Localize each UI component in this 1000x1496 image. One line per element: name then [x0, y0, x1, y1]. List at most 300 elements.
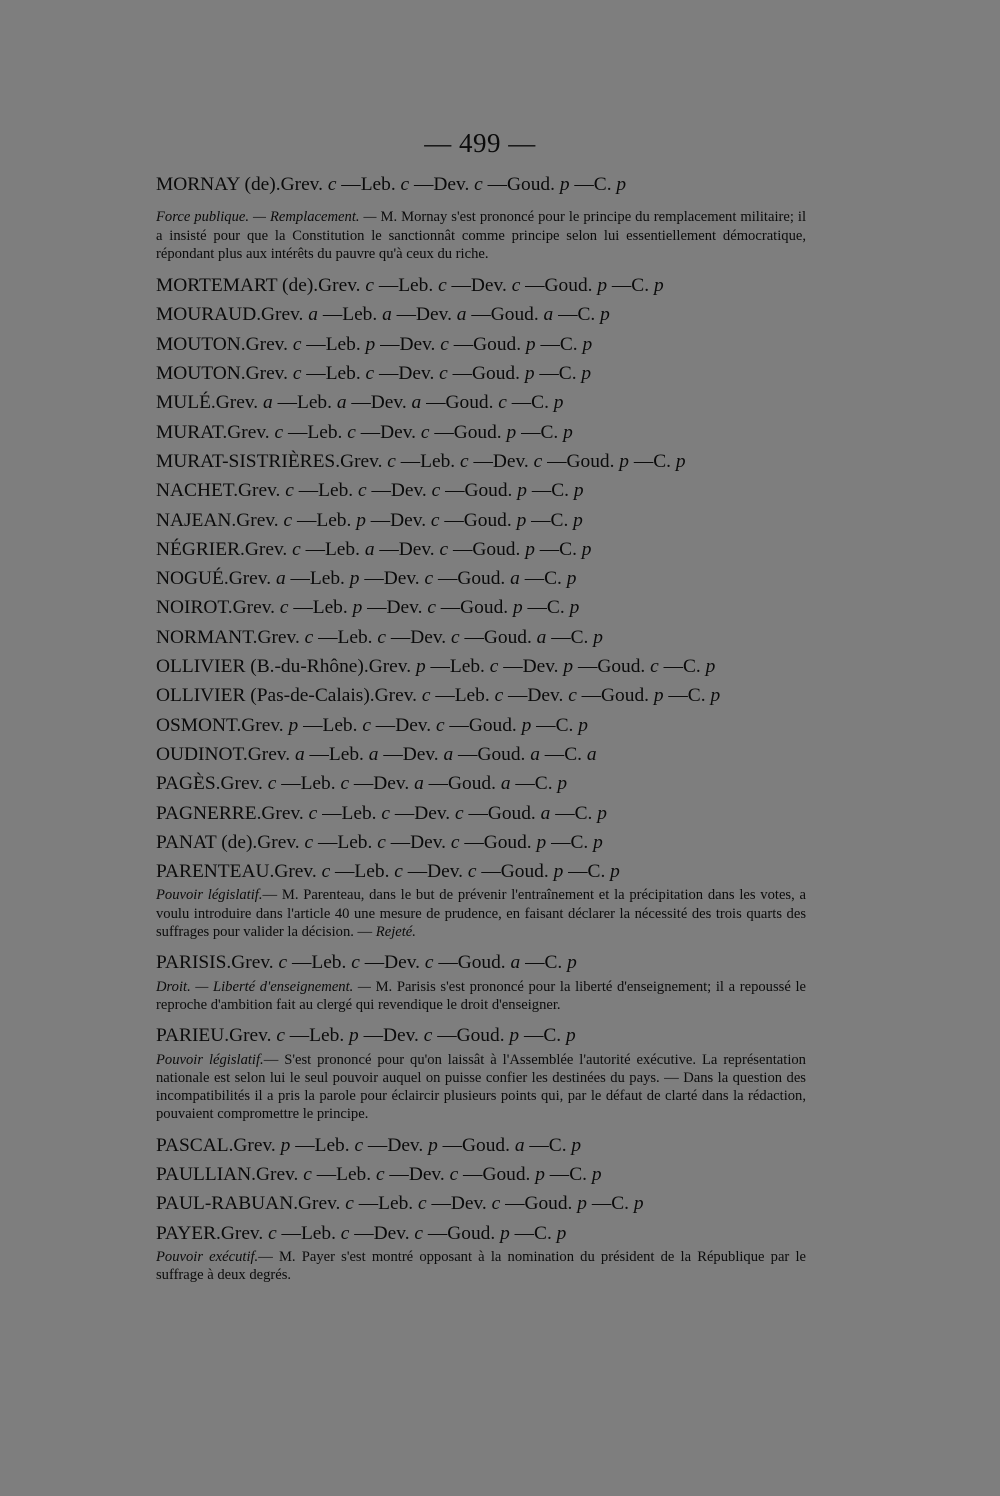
note-text: M. Parisis s'est prononcé pour la liberté d'enseignement; il a repoussé le reproche d'ambition fait au clergé qui revendique le droit d'enseigner. — [156, 978, 806, 1013]
deputy-entry: MORTEMART (de).Grev. c —Leb. c —Dev. c —Goud. p —C. p — [156, 275, 664, 297]
vote-label: C. — [564, 743, 582, 765]
vote-value: c — [351, 952, 360, 974]
deputy-entry: PAGÈS.Grev. c —Leb. c —Dev. a —Goud. a —C. p — [156, 773, 568, 795]
vote-value: c — [449, 1163, 459, 1185]
deputy-name: NORMANT. — [156, 626, 258, 648]
vote-value: p — [557, 773, 568, 795]
vote-label: Dev. — [373, 1222, 410, 1244]
vote-label: Leb. — [325, 333, 361, 355]
vote-value: c — [362, 714, 371, 736]
vote-value: c — [340, 1222, 350, 1244]
deputy-entry: MULÉ.Grev. a —Leb. a —Dev. a —Goud. c —C. p — [156, 392, 564, 414]
vote-value: c — [340, 773, 350, 795]
vote-value: c — [420, 421, 430, 443]
vote-value: p — [578, 714, 588, 736]
vote-label: Dev. — [380, 421, 416, 443]
vote-value: c — [421, 685, 431, 707]
vote-value: c — [304, 626, 314, 648]
vote-label: Leb. — [342, 304, 378, 326]
vote-value: a — [540, 802, 551, 824]
deputy-entry: PAGNERRE.Grev. c —Leb. c —Dev. c —Goud. a —C. p — [156, 802, 607, 824]
vote-label: Leb. — [311, 952, 347, 974]
vote-value: p — [349, 1025, 359, 1047]
vote-label: C. — [577, 304, 596, 326]
vote-value: c — [424, 952, 434, 974]
vote-value: c — [400, 174, 410, 195]
vote-value: c — [511, 275, 521, 297]
vote-value: p — [535, 1163, 545, 1185]
vote-value: a — [500, 773, 511, 795]
vote-label: Leb. — [324, 538, 360, 560]
vote-value: c — [267, 773, 277, 795]
vote-label: C. — [548, 1134, 567, 1156]
vote-label: C. — [574, 802, 593, 824]
deputy-entry: MOUTON.Grev. c —Leb. p —Dev. c —Goud. p —C. p — [156, 333, 593, 355]
deputy-name: PAGÈS. — [156, 773, 221, 795]
deputy-entry: PARENTEAU.Grev. c —Leb. c —Dev. c —Goud. p —C. p — [156, 861, 620, 883]
vote-label: Goud. — [448, 773, 496, 795]
vote-label: C. — [551, 480, 569, 502]
vote-label: C. — [682, 656, 701, 678]
deputy-entry: MOUTON.Grev. c —Leb. c —Dev. c —Goud. p —C. p — [156, 363, 592, 385]
deputy-name: NOGUÉ. — [156, 568, 229, 590]
vote-label: C. — [544, 568, 562, 590]
vote-label: Goud. — [482, 1163, 531, 1185]
vote-label: Goud. — [566, 450, 615, 472]
vote-label: Dev. — [382, 1025, 419, 1047]
vote-value: p — [536, 831, 547, 853]
note-heading: Pouvoir exécutif. — [156, 1248, 259, 1265]
vote-label: Goud. — [472, 538, 521, 560]
vote-value: c — [285, 480, 294, 502]
deputy-name: NÉGRIER. — [156, 538, 245, 560]
vote-value: c — [308, 802, 318, 824]
deputy-name: OLLIVIER (Pas-de-Calais). — [156, 685, 375, 707]
vote-value: c — [268, 1222, 277, 1244]
vote-label: Leb. — [316, 509, 352, 531]
vote-label: C. — [540, 421, 559, 443]
vote-value: p — [633, 1193, 644, 1215]
vote-value: c — [345, 1193, 354, 1215]
vote-value: a — [308, 304, 318, 326]
deputy-vote-list — [156, 170, 806, 1291]
vote-value: p — [352, 597, 363, 619]
vote-label: Goud. — [500, 861, 549, 883]
vote-label: Leb. — [318, 480, 354, 502]
vote-label: Goud. — [490, 304, 539, 326]
vote-label: Leb. — [336, 1163, 372, 1185]
vote-value: a — [364, 538, 375, 560]
vote-label: Leb. — [420, 450, 456, 472]
vote-label: Goud. — [524, 1193, 573, 1215]
vote-value: c — [292, 333, 302, 355]
vote-value: c — [467, 861, 477, 883]
vote-label: Dev. — [522, 656, 559, 678]
vote-label: Grev. — [232, 597, 276, 619]
vote-label: Leb. — [314, 1134, 350, 1156]
deputy-entry: PANAT (de).Grev. c —Leb. c —Dev. c —Goud. p —C. p — [156, 831, 603, 853]
vote-label: Dev. — [383, 568, 420, 590]
vote-label: Grev. — [245, 363, 288, 385]
vote-value: c — [454, 802, 464, 824]
deputy-entry: PARISIS.Grev. c —Leb. c —Dev. c —Goud. a —C. p — [156, 952, 577, 974]
vote-label: Dev. — [427, 861, 464, 883]
vote-label: Grev. — [257, 626, 300, 648]
vote-value: c — [427, 597, 436, 619]
vote-value: c — [304, 831, 314, 853]
vote-label: C. — [631, 275, 650, 297]
vote-label: Dev. — [414, 802, 451, 824]
vote-value: p — [581, 363, 592, 385]
vote-label: Leb. — [360, 174, 396, 195]
vote-label: Dev. — [433, 174, 470, 195]
vote-value: p — [356, 509, 366, 531]
vote-value: c — [283, 509, 293, 531]
vote-value: p — [593, 626, 603, 648]
vote-value: c — [431, 480, 441, 502]
vote-label: Grev. — [231, 952, 274, 974]
vote-label: Leb. — [378, 1193, 414, 1215]
vote-label: Grev. — [280, 174, 323, 195]
vote-label: Grev. — [233, 1134, 276, 1156]
deputy-name: MULÉ. — [156, 392, 216, 414]
vote-value: c — [650, 656, 659, 678]
deputy-name: NACHET. — [156, 480, 239, 502]
vote-value: p — [556, 1222, 567, 1244]
vote-value: c — [387, 450, 396, 472]
vote-label: Grev. — [220, 773, 263, 795]
vote-label: C. — [687, 685, 706, 707]
vote-label: Dev. — [408, 1163, 445, 1185]
deputy-name: MURAT. — [156, 421, 228, 443]
vote-value: p — [521, 714, 532, 736]
vote-value: a — [510, 952, 521, 974]
vote-label: C. — [555, 714, 574, 736]
vote-label: C. — [546, 597, 565, 619]
vote-label: Goud. — [456, 1025, 505, 1047]
vote-value: a — [586, 743, 597, 765]
vote-label: Dev. — [399, 333, 436, 355]
vote-value: c — [423, 1025, 433, 1047]
vote-label: Goud. — [457, 568, 506, 590]
vote-value: a — [275, 568, 286, 590]
vote-value: c — [321, 861, 331, 883]
vote-label: Grev. — [257, 831, 300, 853]
vote-value: c — [439, 363, 448, 385]
deputy-entry: OLLIVIER (B.-du-Rhône).Grev. p —Leb. c —Dev. p —Goud. c —C. p — [156, 656, 716, 678]
deputy-entry: NOGUÉ.Grev. a —Leb. p —Dev. c —Goud. a —C. p — [156, 568, 577, 590]
vote-value: p — [525, 333, 536, 355]
deputy-name: NOIROT. — [156, 597, 233, 619]
vote-label: C. — [558, 363, 577, 385]
vote-value: p — [559, 174, 570, 195]
vote-value: p — [567, 952, 577, 974]
vote-value: p — [365, 333, 376, 355]
vote-label: Leb. — [322, 714, 358, 736]
vote-value: c — [438, 275, 447, 297]
vote-label: Goud. — [462, 1134, 510, 1156]
vote-label: Leb. — [337, 626, 373, 648]
vote-label: Goud. — [453, 421, 502, 443]
vote-value: c — [460, 450, 469, 472]
vote-label: Grev. — [220, 1222, 264, 1244]
vote-label: Grev. — [340, 450, 383, 472]
vote-value: p — [593, 831, 603, 853]
note-heading: Pouvoir législatif. — [156, 1051, 264, 1068]
vote-value: c — [377, 626, 386, 648]
deputy-entry: OSMONT.Grev. p —Leb. c —Dev. c —Goud. p —C. p — [156, 714, 588, 736]
vote-label: Grev. — [229, 1025, 272, 1047]
vote-label: Leb. — [309, 568, 345, 590]
vote-value: c — [417, 1193, 427, 1215]
vote-label: Dev. — [492, 450, 529, 472]
vote-value: p — [512, 597, 523, 619]
vote-label: Leb. — [341, 802, 377, 824]
vote-value: a — [514, 1134, 525, 1156]
deputy-name: MURAT-SISTRIÈRES. — [156, 450, 341, 472]
vote-label: Goud. — [473, 333, 522, 355]
vote-value: a — [530, 743, 540, 765]
vote-value: a — [382, 304, 392, 326]
page-number: — 499 — — [424, 128, 536, 158]
vote-label: C. — [559, 333, 578, 355]
vote-value: a — [368, 743, 379, 765]
vote-label: Leb. — [337, 831, 373, 853]
vote-value: c — [292, 538, 301, 560]
vote-label: Goud. — [457, 952, 506, 974]
vote-label: Leb. — [300, 1222, 336, 1244]
note-text: — S'est prononcé pour qu'on laissât à l'Assemblée l'autorité exécutive. La représentation nationale est selon lui le seul pouvoir auquel on puisse confier les destinées du pays. — Dans la question des incompatibilités il a pris la parole pour éclaircir plusieurs points qui, par le défaut de clarté dans la rédaction, pouvaient compromettre le principe. — [156, 1051, 806, 1123]
vote-value: c — [354, 1134, 364, 1156]
vote-value: c — [303, 1163, 312, 1185]
vote-value: c — [474, 174, 483, 195]
vote-value: p — [616, 174, 627, 195]
vote-value: c — [327, 174, 337, 195]
vote-label: Grev. — [368, 656, 412, 678]
vote-value: p — [619, 450, 629, 472]
vote-value: c — [435, 714, 445, 736]
vote-label: Dev. — [410, 831, 446, 853]
vote-label: Grev. — [298, 1193, 341, 1215]
deputy-name: OUDINOT. — [156, 743, 248, 765]
vote-value: a — [536, 626, 547, 648]
note-text: M. Mornay s'est prononcé pour le principe du remplacement militaire; il a insisté pour que la Constitution le sanctionnât comme principe selon lui essentiellement démocratique, répondant plus aux intérêts du pauvre qu'à ceux du riche. — [156, 209, 806, 262]
vote-value: c — [357, 480, 367, 502]
deputy-entry: PAUL-RABUAN.Grev. c —Leb. c —Dev. c —Goud. p —C. p — [156, 1193, 644, 1215]
vote-label: Leb. — [307, 421, 343, 443]
vote-label: Goud. — [463, 509, 512, 531]
deputy-name: NAJEAN. — [156, 509, 237, 531]
vote-label: Leb. — [312, 597, 348, 619]
deputy-entry: PAULLIAN.Grev. c —Leb. c —Dev. c —Goud. p —C. p — [156, 1163, 602, 1185]
vote-value: p — [428, 1134, 438, 1156]
vote-label: Dev. — [398, 538, 435, 560]
vote-value: c — [451, 626, 460, 648]
vote-value: c — [394, 861, 403, 883]
vote-value: a — [414, 773, 424, 795]
vote-value: c — [439, 538, 449, 560]
vote-label: C. — [593, 174, 612, 195]
vote-label: Goud. — [477, 743, 526, 765]
deputy-entry: MOURAUD.Grev. a —Leb. a —Dev. a —Goud. a —C. p — [156, 304, 610, 326]
vote-label: Goud. — [507, 174, 555, 195]
note-heading: Pouvoir législatif. — [156, 887, 263, 904]
vote-label: C. — [534, 773, 553, 795]
deputy-note — [156, 208, 806, 263]
vote-label: Grev. — [236, 509, 279, 531]
vote-value: c — [533, 450, 543, 472]
note-heading: Droit. — Liberté d'enseignement. — — [156, 978, 371, 995]
vote-value: p — [582, 333, 593, 355]
vote-label: Dev. — [384, 952, 420, 974]
vote-label: C. — [544, 952, 563, 974]
vote-label: Grev. — [247, 743, 291, 765]
vote-label: Grev. — [318, 275, 361, 297]
deputy-entry: PARIEU.Grev. c —Leb. p —Dev. c —Goud. p —C. p — [156, 1025, 576, 1047]
vote-label: C. — [569, 1163, 587, 1185]
vote-value: p — [506, 421, 517, 443]
deputy-name: PAULLIAN. — [156, 1163, 257, 1185]
vote-value: p — [581, 538, 592, 560]
vote-value: a — [336, 392, 347, 414]
vote-value: p — [571, 1134, 582, 1156]
vote-value: p — [597, 275, 608, 297]
vote-label: Goud. — [544, 275, 593, 297]
vote-value: a — [263, 392, 273, 414]
vote-label: Dev. — [387, 1134, 424, 1156]
vote-value: a — [510, 568, 520, 590]
vote-value: c — [489, 656, 499, 678]
deputy-entry: OUDINOT.Grev. a —Leb. a —Dev. a —Goud. a —C. a — [156, 743, 597, 765]
vote-value: p — [597, 802, 607, 824]
vote-value: c — [568, 685, 577, 707]
vote-label: Dev. — [390, 480, 427, 502]
deputy-name: PAGNERRE. — [156, 802, 262, 824]
vote-label: Goud. — [464, 480, 513, 502]
note-heading: Force publique. — Remplacement. — — [156, 209, 377, 226]
vote-label: C. — [570, 626, 589, 648]
vote-value: p — [675, 450, 686, 472]
vote-label: Dev. — [527, 685, 564, 707]
vote-label: Leb. — [325, 363, 361, 385]
vote-label: Goud. — [447, 1222, 496, 1244]
vote-label: Leb. — [354, 861, 390, 883]
vote-label: Dev. — [395, 714, 432, 736]
vote-value: p — [288, 714, 299, 736]
vote-label: Dev. — [402, 743, 439, 765]
vote-label: Grev. — [215, 392, 259, 414]
vote-value: c — [430, 509, 440, 531]
note-heading: Rejeté. — [375, 924, 416, 941]
vote-label: Grev. — [374, 685, 417, 707]
deputy-entry: MURAT-SISTRIÈRES.Grev. c —Leb. c —Dev. c —Goud. p —C. p — [156, 450, 686, 472]
vote-label: Leb. — [398, 275, 434, 297]
vote-label: C. — [587, 861, 606, 883]
deputy-name: PAUL-RABUAN. — [156, 1193, 299, 1215]
vote-label: C. — [611, 1193, 629, 1215]
vote-label: Goud. — [445, 392, 494, 414]
vote-label: Grev. — [274, 861, 317, 883]
vote-value: c — [292, 363, 302, 385]
deputy-entry: PAYER.Grev. c —Leb. c —Dev. c —Goud. p —C. p — [156, 1222, 567, 1244]
vote-value: p — [500, 1222, 510, 1244]
vote-value: p — [415, 656, 426, 678]
vote-value: a — [543, 304, 554, 326]
vote-value: p — [553, 861, 564, 883]
vote-label: C. — [550, 509, 569, 531]
vote-value: p — [524, 363, 535, 385]
vote-value: p — [525, 538, 535, 560]
vote-label: Leb. — [309, 1025, 345, 1047]
vote-value: c — [365, 275, 374, 297]
deputy-entry: NÉGRIER.Grev. c —Leb. a —Dev. c —Goud. p —C. p — [156, 538, 592, 560]
vote-label: C. — [570, 831, 589, 853]
vote-label: Dev. — [398, 363, 435, 385]
vote-value: c — [424, 568, 434, 590]
vote-label: Leb. — [328, 743, 364, 765]
vote-value: p — [653, 685, 664, 707]
vote-value: p — [349, 568, 360, 590]
vote-value: c — [365, 363, 375, 385]
vote-label: Dev. — [410, 626, 447, 648]
vote-value: c — [278, 952, 288, 974]
vote-label: C. — [559, 538, 577, 560]
deputy-note — [156, 1248, 806, 1285]
vote-value: c — [347, 421, 356, 443]
vote-value: c — [491, 1193, 501, 1215]
vote-label: Dev. — [416, 304, 452, 326]
vote-label: Dev. — [386, 597, 423, 619]
vote-value: p — [280, 1134, 291, 1156]
vote-value: c — [494, 685, 504, 707]
vote-value: p — [710, 685, 721, 707]
vote-value: c — [440, 333, 449, 355]
vote-value: p — [569, 597, 580, 619]
vote-label: Goud. — [597, 656, 646, 678]
vote-label: C. — [653, 450, 672, 472]
vote-value: p — [577, 1193, 587, 1215]
vote-value: p — [516, 509, 527, 531]
deputy-name: PARIEU. — [156, 1025, 230, 1047]
deputy-name: MORTEMART (de). — [156, 275, 319, 297]
vote-value: c — [274, 421, 284, 443]
vote-label: Dev. — [450, 1193, 487, 1215]
deputy-note — [156, 1051, 806, 1124]
vote-value: c — [381, 802, 390, 824]
note-text: — M. Parenteau, dans le but de prévenir l'entraînement et la précipitation dans les votes, a voulu introduire dans l'article 40 une mesure de prudence, en faisant déclarer la nécessité des trois quarts des suffrages pour valider la décision. — — [156, 887, 806, 941]
vote-label: Goud. — [483, 626, 532, 648]
vote-label: Goud. — [468, 714, 517, 736]
vote-value: p — [566, 1025, 576, 1047]
deputy-entry: NAJEAN.Grev. c —Leb. p —Dev. c —Goud. p —C. p — [156, 509, 583, 531]
vote-value: a — [411, 392, 422, 414]
vote-value: c — [276, 1025, 285, 1047]
vote-label: Grev. — [241, 714, 284, 736]
deputy-entry: NORMANT.Grev. c —Leb. c —Dev. c —Goud. a —C. p — [156, 626, 603, 648]
vote-value: p — [563, 656, 574, 678]
vote-value: p — [705, 656, 716, 678]
deputy-note — [156, 886, 806, 941]
vote-label: Leb. — [296, 392, 332, 414]
deputy-name: PANAT (de). — [156, 831, 258, 853]
deputy-entry: NOIROT.Grev. c —Leb. p —Dev. c —Goud. p —C. p — [156, 597, 580, 619]
deputy-note — [156, 978, 806, 1015]
vote-label: C. — [534, 1222, 552, 1244]
vote-value: p — [509, 1025, 520, 1047]
deputy-name: MOUTON. — [156, 363, 246, 385]
vote-value: p — [573, 480, 584, 502]
vote-value: c — [414, 1222, 424, 1244]
